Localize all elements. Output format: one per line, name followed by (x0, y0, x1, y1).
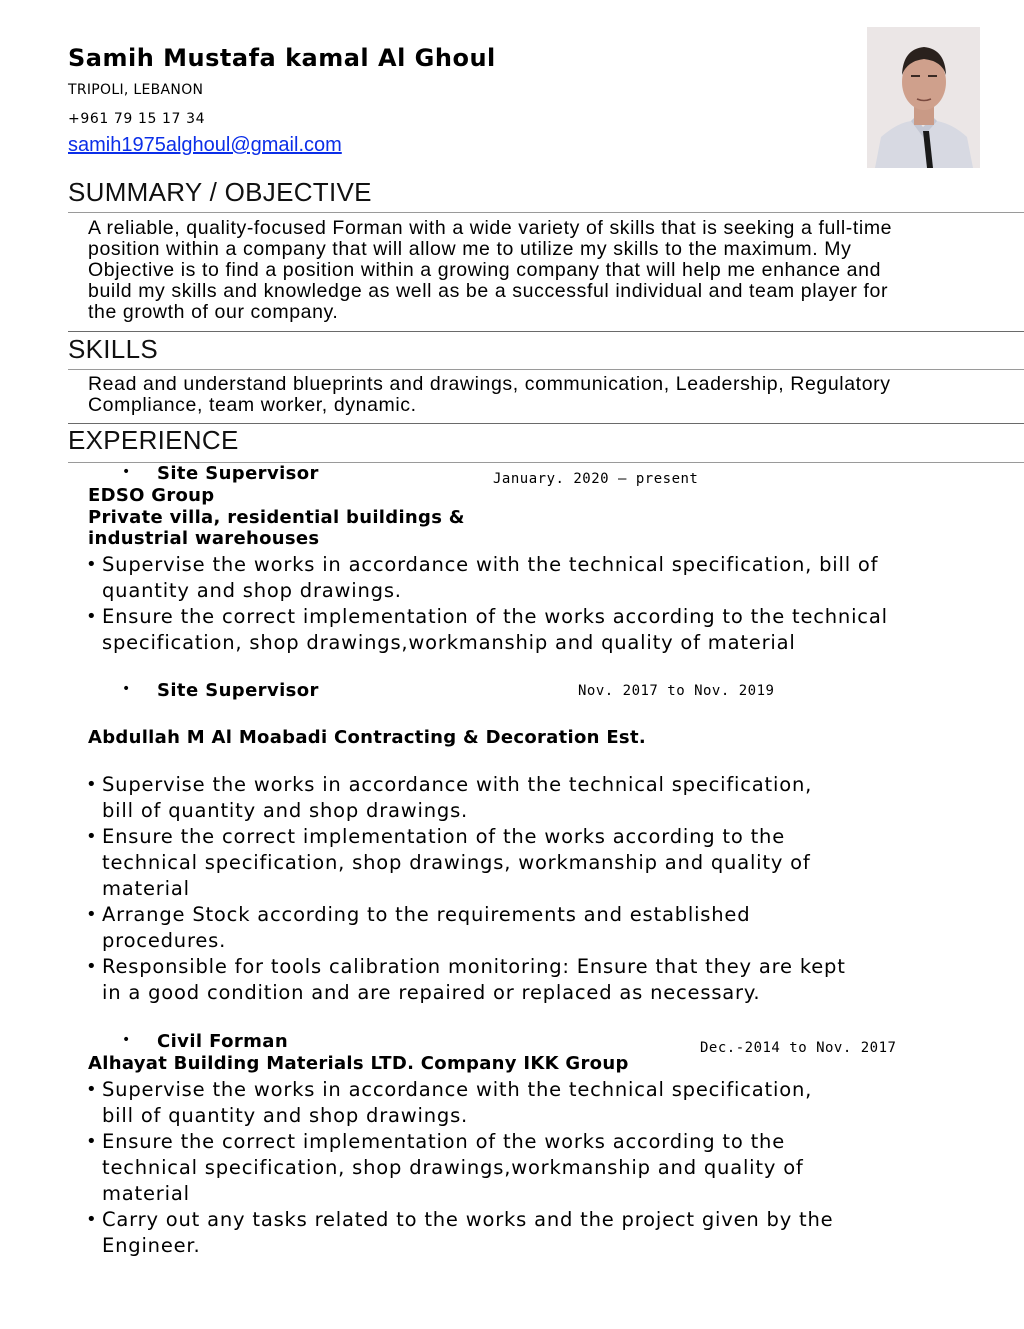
job-company: Alhayat Building Materials LTD. Company IKK Group (88, 1053, 629, 1074)
duty-line: material (102, 877, 190, 900)
duty-line: technical specification, shop drawings, workmanship and quality of (102, 851, 811, 874)
job-duties-list (86, 772, 906, 1006)
duty-line: • Ensure the correct implementation of the works according to the (102, 1130, 786, 1153)
duty-line: Engineer. (102, 1234, 201, 1257)
list-item (86, 1077, 906, 1129)
skills-line: Read and understand blueprints and drawings, communication, Leadership, Regulatory (88, 373, 891, 395)
summary-divider (68, 212, 1024, 213)
summary-line: Objective is to find a position within a growing company that will help me enhance and (88, 259, 882, 281)
job-dates: Dec.-2014 to Nov. 2017 (700, 1040, 897, 1056)
job-bullet-icon: • (122, 681, 131, 697)
duty-line: • Responsible for tools calibration monitoring: Ensure that they are kept (102, 955, 846, 978)
job-duties-list (86, 552, 986, 656)
list-item (86, 1207, 906, 1259)
skills-heading: SKILLS (68, 334, 158, 364)
candidate-email-link[interactable]: samih1975alghoul@gmail.com (68, 134, 342, 156)
summary-line: build my skills and knowledge as well as be a successful individual and team player for (88, 280, 889, 302)
duty-line: bill of quantity and shop drawings. (102, 1104, 469, 1127)
duty-line: • Supervise the works in accordance with the technical specification, (102, 773, 813, 796)
skills-text (88, 374, 1013, 416)
summary-heading: SUMMARY / OBJECTIVE (68, 177, 372, 207)
duty-line: quantity and shop drawings. (102, 579, 402, 602)
duty-line: bill of quantity and shop drawings. (102, 799, 469, 822)
job-duties-list (86, 1077, 906, 1259)
job-title: Civil Forman (157, 1031, 289, 1052)
job-project: Private villa, residential buildings & (88, 507, 465, 528)
duty-line: material (102, 1182, 190, 1205)
section-divider (68, 331, 1024, 332)
summary-line: A reliable, quality-focused Forman with a wide variety of skills that is seeking a full-time (88, 217, 893, 239)
list-item (86, 552, 986, 604)
duty-line: • Supervise the works in accordance with the technical specification, bill of (102, 553, 879, 576)
duty-line: in a good condition and are repaired or replaced as necessary. (102, 981, 761, 1004)
duty-line: specification, shop drawings,workmanship and quality of material (102, 631, 796, 654)
duty-line: procedures. (102, 929, 227, 952)
list-item (86, 604, 986, 656)
skills-divider (68, 369, 1024, 370)
candidate-location: TRIPOLI, LEBANON (68, 82, 204, 98)
experience-heading: EXPERIENCE (68, 425, 239, 455)
duty-line: technical specification, shop drawings,workmanship and quality of (102, 1156, 804, 1179)
candidate-name: Samih Mustafa kamal Al Ghoul (68, 44, 496, 72)
skills-line: Compliance, team worker, dynamic. (88, 394, 417, 416)
list-item (86, 954, 906, 1006)
duty-line: • Ensure the correct implementation of the works according to the technical (102, 605, 888, 628)
job-title: Site Supervisor (157, 680, 319, 701)
candidate-phone: +961 79 15 17 34 (68, 111, 206, 127)
job-bullet-icon: • (122, 1032, 131, 1048)
section-divider (68, 423, 1024, 424)
job-project: industrial warehouses (88, 528, 320, 549)
job-bullet-icon: • (122, 464, 131, 480)
summary-line: the growth of our company. (88, 301, 339, 323)
summary-line: position within a company that will allow me to utilize my skills to the maximum. My (88, 238, 852, 260)
duty-line: • Carry out any tasks related to the works and the project given by the (102, 1208, 834, 1231)
job-dates: Nov. 2017 to Nov. 2019 (578, 683, 775, 699)
profile-photo (867, 27, 980, 168)
job-company: Abdullah M Al Moabadi Contracting & Decoration Est. (88, 727, 646, 748)
job-title: Site Supervisor (157, 463, 319, 484)
list-item (86, 902, 906, 954)
list-item (86, 772, 906, 824)
job-dates: January. 2020 – present (493, 471, 699, 487)
duty-line: • Supervise the works in accordance with the technical specification, (102, 1078, 813, 1101)
list-item (86, 1129, 906, 1207)
job-company: EDSO Group (88, 485, 215, 506)
profile-photo-illustration (867, 27, 980, 168)
list-item (86, 824, 906, 902)
duty-line: • Ensure the correct implementation of the works according to the (102, 825, 786, 848)
summary-text (88, 218, 1013, 323)
duty-line: • Arrange Stock according to the requirements and established (102, 903, 751, 926)
